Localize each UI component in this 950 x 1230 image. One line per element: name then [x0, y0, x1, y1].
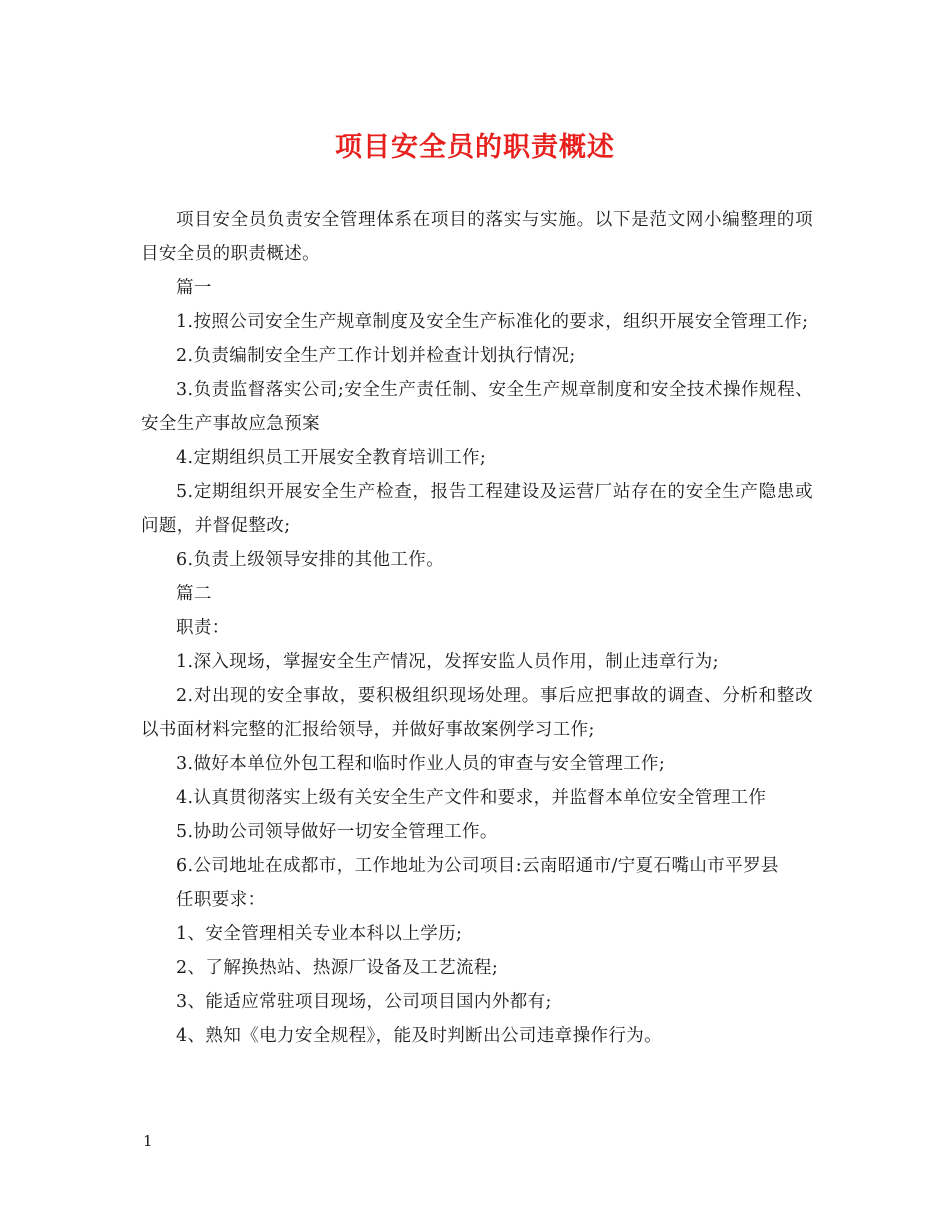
duty-item: 6.负责上级领导安排的其他工作。 [176, 550, 445, 570]
duty-item: 6.公司地址在成都市，工作地址为公司项目:云南昭通市/宁夏石嘴山市平罗县 [176, 856, 779, 876]
section-heading-part-one: 篇一 [176, 278, 212, 298]
document-body [141, 203, 813, 1053]
requirement-item: 4、熟知《电力安全规程》，能及时判断出公司违章操作行为。 [176, 1026, 663, 1046]
duty-item: 4.认真贯彻落实上级有关安全生产文件和要求，并监督本单位安全管理工作 [176, 788, 767, 808]
duty-item: 2.负责编制安全生产工作计划并检查计划执行情况; [176, 346, 576, 366]
requirement-item: 1、安全管理相关专业本科以上学历; [176, 924, 463, 944]
duty-item: 5.定期组织开展安全生产检查，报告工程建设及运营厂站存在的安全生产隐患或问题，并督促整改; [141, 482, 813, 536]
requirement-item: 3、能适应常驻项目现场，公司项目国内外都有; [176, 992, 552, 1012]
intro-paragraph: 项目安全员负责安全管理体系在项目的落实与实施。以下是范文网小编整理的项目安全员的职责概述。 [141, 210, 813, 264]
document-title: 项目安全员的职责概述 [335, 132, 615, 163]
duty-item: 3.负责监督落实公司;安全生产责任制、安全生产规章制度和安全技术操作规程、安全生产事故应急预案 [141, 380, 813, 434]
duty-item: 2.对出现的安全事故，要积极组织现场处理。事后应把事故的调查、分析和整改以书面材料完整的汇报给领导，并做好事故案例学习工作; [141, 686, 813, 740]
duty-item: 3.做好本单位外包工程和临时作业人员的审查与安全管理工作; [176, 754, 666, 774]
duty-item: 1.按照公司安全生产规章制度及安全生产标准化的要求，组织开展安全管理工作; [176, 312, 809, 332]
requirement-item: 2、了解换热站、热源厂设备及工艺流程; [176, 958, 499, 978]
duties-label: 职责： [176, 618, 230, 638]
page-number: 1 [143, 1132, 153, 1150]
requirements-label: 任职要求： [176, 890, 266, 910]
duty-item: 4.定期组织员工开展安全教育培训工作; [176, 448, 487, 468]
section-heading-part-two: 篇二 [176, 584, 212, 604]
duty-item: 1.深入现场，掌握安全生产情况，发挥安监人员作用，制止违章行为; [176, 652, 719, 672]
duty-item: 5.协助公司领导做好一切安全管理工作。 [176, 822, 498, 842]
